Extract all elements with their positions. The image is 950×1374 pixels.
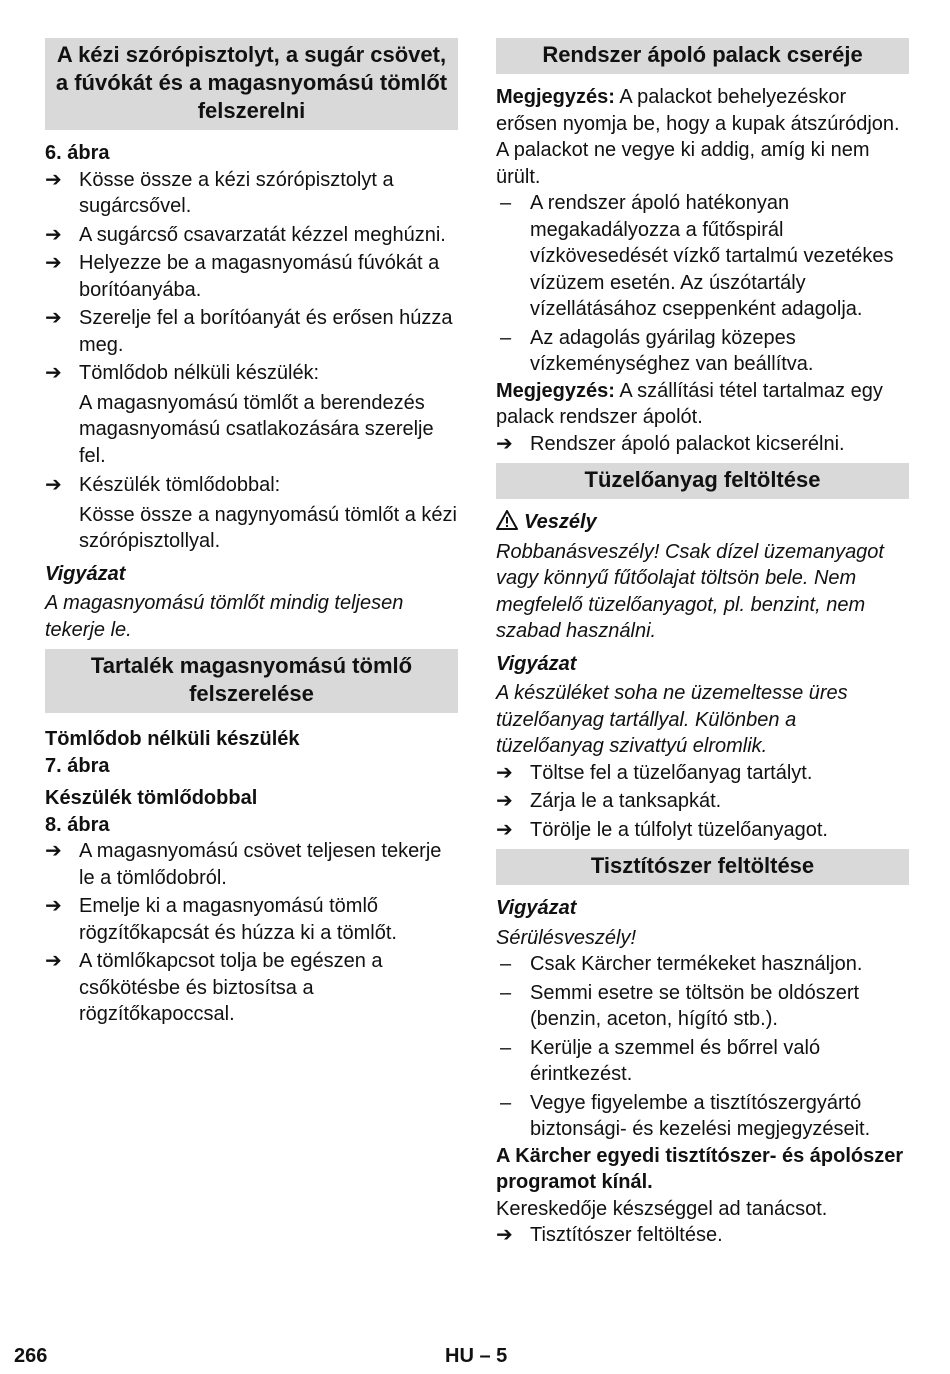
note-label: Megjegyzés:: [496, 86, 615, 108]
caution-label: Vigyázat: [496, 897, 577, 919]
step-detail: Kösse össze a nagynyomású tömlőt a kézi szórópisztollyal.: [79, 503, 457, 552]
figure-ref-6: 6. ábra: [45, 142, 110, 164]
dealer-note: Kereskedője készséggel ad tanácsot.: [496, 1197, 828, 1220]
arrow-bullet-icon: ➔: [45, 895, 62, 917]
note-label: Megjegyzés:: [496, 379, 615, 402]
list-item: [45, 948, 458, 1028]
step-text: Zárja le a tanksapkát.: [530, 790, 722, 812]
list-item: [496, 760, 909, 787]
arrow-bullet-icon: ➔: [496, 790, 513, 812]
list-item: [496, 431, 909, 458]
note-text: A palackot behelyezéskor erősen nyomja be, hogy a kupak átszúródjon. A palackot ne vegye ki addig, amíg ki nem ürült.: [496, 86, 900, 188]
arrow-bullet-icon: ➔: [45, 474, 62, 496]
arrow-bullet-icon: ➔: [45, 950, 62, 972]
step-text: A tömlőkapcsot tolja be egészen a csőkötésbe és biztosítsa a rögzítőkapoccsal.: [79, 950, 383, 1025]
step-text: Törölje le a túlfolyt tüzelőanyagot.: [530, 818, 828, 841]
dash-text: Semmi esetre se töltsön be oldószert (benzin, aceton, hígító stb.).: [530, 981, 860, 1030]
danger-text: Robbanásveszély! Csak dízel üzemanyagot vagy könnyű fűtőolajat töltsön bele. Nem megfelelő tüzelőanyagot, pl. benzint, nem szabad használni.: [496, 540, 884, 642]
step-text: Emelje ki a magasnyomású tömlő rögzítőkapcsát és húzza ki a tömlőt.: [79, 895, 397, 944]
dash-bullet-icon: –: [500, 1091, 512, 1114]
list-item: [496, 951, 909, 978]
left-column: [45, 38, 458, 1028]
list-item: [45, 472, 458, 499]
arrow-bullet-icon: ➔: [45, 252, 62, 274]
step-detail: A magasnyomású tömlőt a berendezés magasnyomású csatlakozására szerelje fel.: [79, 391, 434, 467]
note-paragraph: [496, 378, 909, 431]
list-item: [496, 817, 909, 844]
dash-bullet-icon: –: [500, 1036, 512, 1059]
arrow-bullet-icon: ➔: [45, 840, 62, 862]
list-item: [45, 250, 458, 303]
figure-ref-8: 8. ábra: [45, 813, 110, 836]
subheading-no-drum: Tömlődob nélküli készülék: [45, 728, 300, 750]
caution-text: A magasnyomású tömlőt mindig teljesen tekerje le.: [45, 592, 404, 641]
arrow-bullet-icon: ➔: [45, 307, 62, 329]
step-text: Helyezze be a magasnyomású fúvókát a borítóanyába.: [79, 252, 440, 301]
list-item: [496, 788, 909, 815]
dash-bullet-icon: –: [500, 326, 512, 349]
step-text: Készülék tömlődobbal:: [79, 474, 281, 496]
caution-label: Vigyázat: [496, 652, 577, 675]
dash-bullet-icon: –: [500, 192, 512, 214]
dash-text: Az adagolás gyárilag közepes vízkeménységhez van beállítva.: [530, 326, 814, 375]
subheading-with-drum: Készülék tömlődobbal: [45, 787, 258, 809]
section-heading-fuel: Tüzelőanyag feltöltése: [496, 463, 909, 499]
list-item: [496, 1090, 909, 1143]
step-text: Tömlődob nélküli készülék:: [79, 362, 320, 384]
figure-ref-7: 7. ábra: [45, 754, 110, 777]
dash-text: Vegye figyelembe a tisztítószergyártó biztonsági- és kezelési megjegyzéseit.: [530, 1091, 871, 1140]
section-heading-bottle: Rendszer ápoló palack cseréje: [496, 38, 909, 74]
list-item: [496, 1222, 909, 1249]
step-text: Kösse össze a kézi szórópisztolyt a sugárcsővel.: [79, 168, 394, 217]
caution-text: A készüléket soha ne üzemeltesse üres tüzelőanyag tartállyal. Különben a tüzelőanyag szivattyú elromlik.: [496, 682, 848, 757]
page-number: 266: [14, 1345, 48, 1367]
step-text: Tisztítószer feltöltése.: [530, 1224, 723, 1246]
section-heading-spare-hose: Tartalék magasnyomású tömlő felszerelése: [45, 649, 458, 713]
caution-text: Sérülésveszély!: [496, 926, 637, 949]
arrow-bullet-icon: ➔: [45, 223, 62, 246]
list-item: [496, 1035, 909, 1088]
danger-label: Veszély: [524, 511, 597, 533]
note-text: A szállítási tétel tartalmaz egy palack rendszer ápolót.: [496, 379, 883, 428]
step-text: A sugárcső csavarzatát kézzel meghúzni.: [79, 223, 446, 246]
arrow-bullet-icon: ➔: [45, 362, 62, 384]
language-section-marker: HU – 5: [445, 1345, 508, 1367]
section-heading-detergent: Tisztítószer feltöltése: [496, 849, 909, 885]
arrow-bullet-icon: ➔: [45, 168, 62, 191]
step-text: Szerelje fel a borítóanyát és erősen húzza meg.: [79, 307, 453, 356]
dash-text: Kerülje a szemmel és bőrrel való érintkezést.: [530, 1036, 821, 1085]
arrow-bullet-icon: ➔: [496, 432, 513, 455]
step-text: A magasnyomású csövet teljesen tekerje le a tömlődobról.: [79, 840, 442, 889]
warning-triangle-icon: [496, 510, 518, 530]
section-heading-assembly: A kézi szórópisztolyt, a sugár csövet, a fúvókát és a magasnyomású tömlőt felszerelni: [45, 38, 458, 130]
list-item: [45, 893, 458, 946]
right-column: [496, 38, 909, 1249]
list-item: [496, 325, 909, 378]
list-item: [45, 305, 458, 358]
list-item: [45, 167, 458, 220]
arrow-bullet-icon: ➔: [496, 1224, 513, 1246]
list-item: [496, 190, 909, 323]
arrow-bullet-icon: ➔: [496, 761, 513, 784]
list-item: [45, 360, 458, 387]
karcher-program-note: A Kärcher egyedi tisztítószer- és ápolószer programot kínál.: [496, 1144, 904, 1193]
arrow-bullet-icon: ➔: [496, 818, 513, 841]
dash-text: A rendszer ápoló hatékonyan megakadályozza a fűtőspirál vízkövesedését vízkő tartalmú vezetékes vízüzem esetén. Az úszótartály vízellátásához cseppenként adagolja.: [530, 192, 894, 320]
list-item: [496, 980, 909, 1033]
dash-bullet-icon: –: [500, 953, 512, 975]
dash-text: Csak Kärcher termékeket használjon.: [530, 953, 863, 975]
step-text: Töltse fel a tüzelőanyag tartályt.: [530, 761, 813, 784]
list-item: [45, 838, 458, 891]
note-paragraph: [496, 84, 909, 190]
danger-heading: [496, 509, 909, 536]
step-text: Rendszer ápoló palackot kicserélni.: [530, 432, 845, 455]
dash-bullet-icon: –: [500, 981, 512, 1004]
list-item: [45, 222, 458, 249]
caution-label: Vigyázat: [45, 562, 126, 585]
